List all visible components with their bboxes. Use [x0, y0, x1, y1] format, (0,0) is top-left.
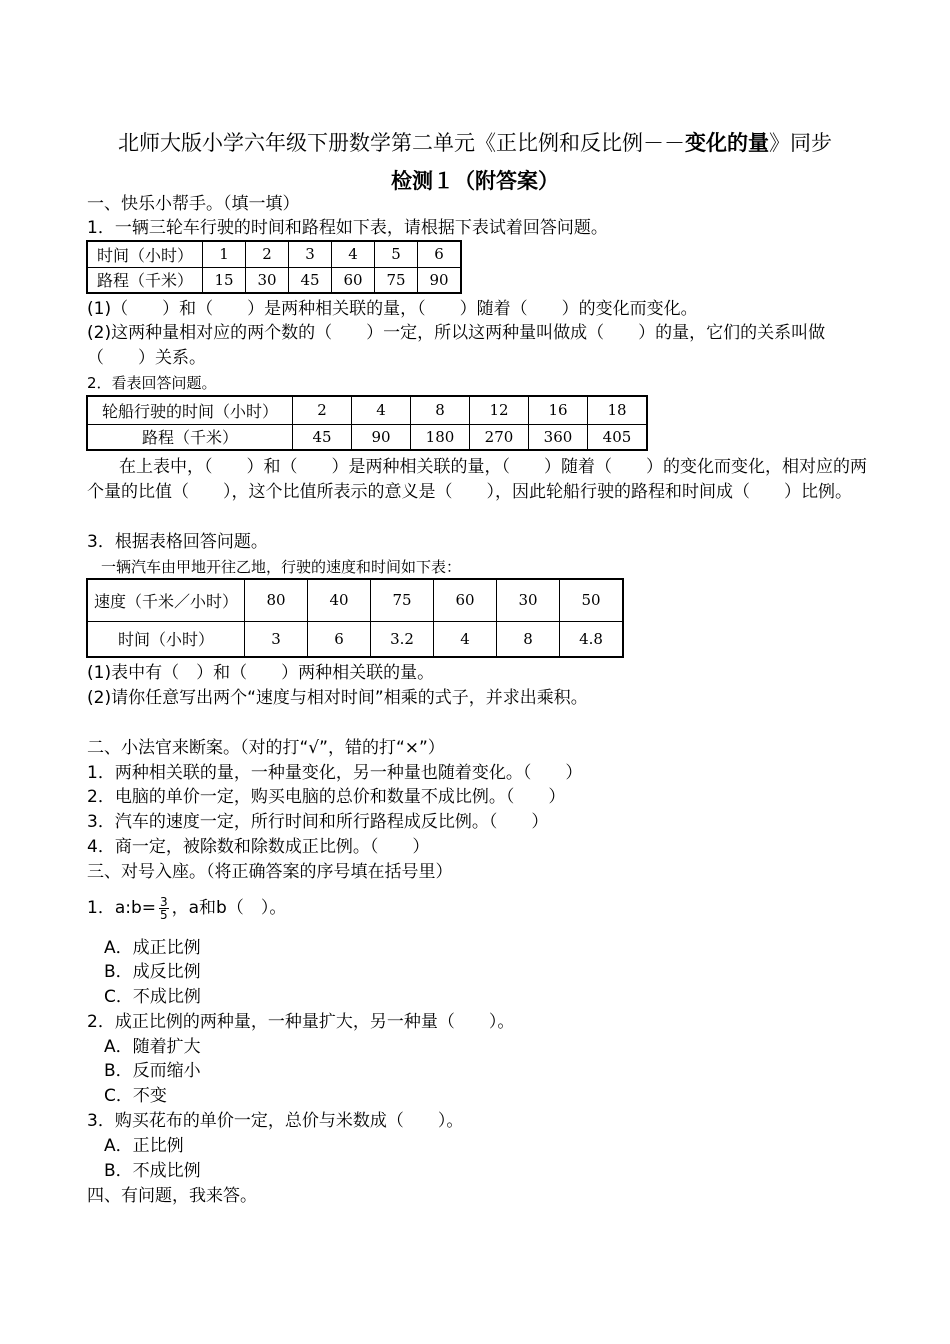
option: B．成反比例 — [104, 962, 201, 982]
q2-cell: 16 — [529, 396, 588, 424]
title-bold: 变化的量 — [685, 131, 769, 155]
option: A．成正比例 — [104, 938, 201, 958]
fraction — [159, 896, 169, 921]
q2-cell: 18 — [588, 396, 648, 424]
q3-cell: 40 — [308, 579, 371, 621]
fraction-numerator: 3 — [160, 894, 168, 909]
q1-stem: 1．一辆三轮车行驶的时间和路程如下表，请根据下表试着回答问题。 — [87, 218, 608, 238]
section4-heading: 四、有问题，我来答。 — [87, 1186, 257, 1206]
q1-cell: 90 — [418, 267, 462, 293]
option: B．反而缩小 — [104, 1061, 201, 1081]
q2-cell: 45 — [293, 424, 352, 450]
q2-cell: 405 — [588, 424, 648, 450]
document-title-line2: 检测１（附答案） — [391, 169, 559, 193]
q3-cell: 75 — [371, 579, 434, 621]
q3-intro: 一辆汽车由甲地开往乙地，行驶的速度和时间如下表： — [101, 558, 462, 576]
q2-cell: 12 — [470, 396, 529, 424]
judge-item: 2．电脑的单价一定，购买电脑的总价和数量不成比例。（ ） — [87, 787, 566, 807]
q1-table — [86, 240, 462, 294]
q3-row1-label: 速度（千米／小时） — [87, 579, 245, 621]
q3-cell: 30 — [497, 579, 560, 621]
q3-sub1: (1)表中有（ ）和（ ）两种相关联的量。 — [87, 663, 435, 683]
choice-q1-prefix: 1．a:b= — [87, 898, 156, 918]
q3-cell: 3 — [245, 621, 308, 657]
q2-row2-label: 路程（千米） — [87, 424, 293, 450]
q2-cell: 360 — [529, 424, 588, 450]
q2-cell: 4 — [352, 396, 411, 424]
choice-q3: 3．购买花布的单价一定，总价与米数成（ ）。 — [87, 1111, 464, 1131]
choice-q1 — [87, 893, 286, 923]
q2-cell: 270 — [470, 424, 529, 450]
section2-heading: 二、小法官来断案。（对的打“√”，错的打“×”） — [87, 738, 445, 758]
q3-cell: 50 — [560, 579, 624, 621]
q2-cell: 180 — [411, 424, 470, 450]
q3-cell: 3.2 — [371, 621, 434, 657]
q1-cell: 6 — [418, 241, 462, 267]
q2-stem: 2．看表回答问题。 — [87, 374, 217, 392]
option: A．随着扩大 — [104, 1037, 201, 1057]
title-part1: 北师大版小学六年级下册数学第二单元《正比例和反比例－－ — [118, 131, 685, 155]
option: A．正比例 — [104, 1136, 184, 1156]
fraction-denominator: 5 — [160, 907, 168, 922]
q3-cell: 60 — [434, 579, 497, 621]
judge-item: 3．汽车的速度一定，所行时间和所行路程成反比例。（ ） — [87, 812, 549, 832]
q3-stem: 3．根据表格回答问题。 — [87, 532, 268, 552]
q1-sub2: (2)这两种量相对应的两个数的（ ）一定，所以这两种量叫做成（ ）的量，它们的关系叫做（ ）关系。 — [87, 323, 826, 368]
q3-row2-label: 时间（小时） — [87, 621, 245, 657]
q1-row1-label: 时间（小时） — [87, 241, 203, 267]
q2-text: 在上表中，（ ）和（ ）是两种相关联的量，（ ）随着（ ）的变化而变化，相对应的两个量的比值（ ），这个比值所表示的意义是（ ），因此轮船行驶的路程和时间成（ ）比例。 — [87, 457, 867, 502]
q2-row1-label: 轮船行驶的时间（小时） — [87, 396, 293, 424]
q2-cell: 90 — [352, 424, 411, 450]
choice-q1-suffix: ，a和b（ ）。 — [171, 898, 287, 918]
option: C．不成比例 — [104, 987, 201, 1007]
choice-q2: 2．成正比例的两种量，一种量扩大，另一种量（ ）。 — [87, 1012, 515, 1032]
q2-table — [86, 395, 648, 451]
q3-cell: 4.8 — [560, 621, 624, 657]
q3-sub2: (2)请你任意写出两个“速度与相对时间”相乘的式子，并求出乘积。 — [87, 688, 588, 708]
judge-item: 1．两种相关联的量，一种量变化，另一种量也随着变化。（ ） — [87, 763, 583, 783]
q1-cell: 1 — [203, 241, 246, 267]
q1-sub1: (1)（ ）和（ ）是两种相关联的量，（ ）随着（ ）的变化而变化。 — [87, 299, 698, 319]
judge-item: 4．商一定，被除数和除数成正比例。（ ） — [87, 837, 430, 857]
q3-cell: 80 — [245, 579, 308, 621]
q1-cell: 60 — [332, 267, 375, 293]
q1-row2-label: 路程（千米） — [87, 267, 203, 293]
option: C．不变 — [104, 1086, 167, 1106]
q1-cell: 45 — [289, 267, 332, 293]
q1-cell: 4 — [332, 241, 375, 267]
q3-cell: 8 — [497, 621, 560, 657]
q3-table — [86, 578, 624, 658]
title-part2: 》同步 — [769, 131, 832, 155]
q1-cell: 5 — [375, 241, 418, 267]
q1-cell: 15 — [203, 267, 246, 293]
document-title-line1 — [0, 127, 950, 157]
q1-cell: 2 — [246, 241, 289, 267]
q2-cell: 8 — [411, 396, 470, 424]
section1-heading: 一、快乐小帮手。（填一填） — [87, 194, 300, 214]
q2-cell: 2 — [293, 396, 352, 424]
section3-heading: 三、对号入座。（将正确答案的序号填在括号里） — [87, 862, 453, 882]
q3-cell: 4 — [434, 621, 497, 657]
q1-cell: 75 — [375, 267, 418, 293]
option: B．不成比例 — [104, 1161, 201, 1181]
q1-cell: 30 — [246, 267, 289, 293]
q3-cell: 6 — [308, 621, 371, 657]
q1-cell: 3 — [289, 241, 332, 267]
